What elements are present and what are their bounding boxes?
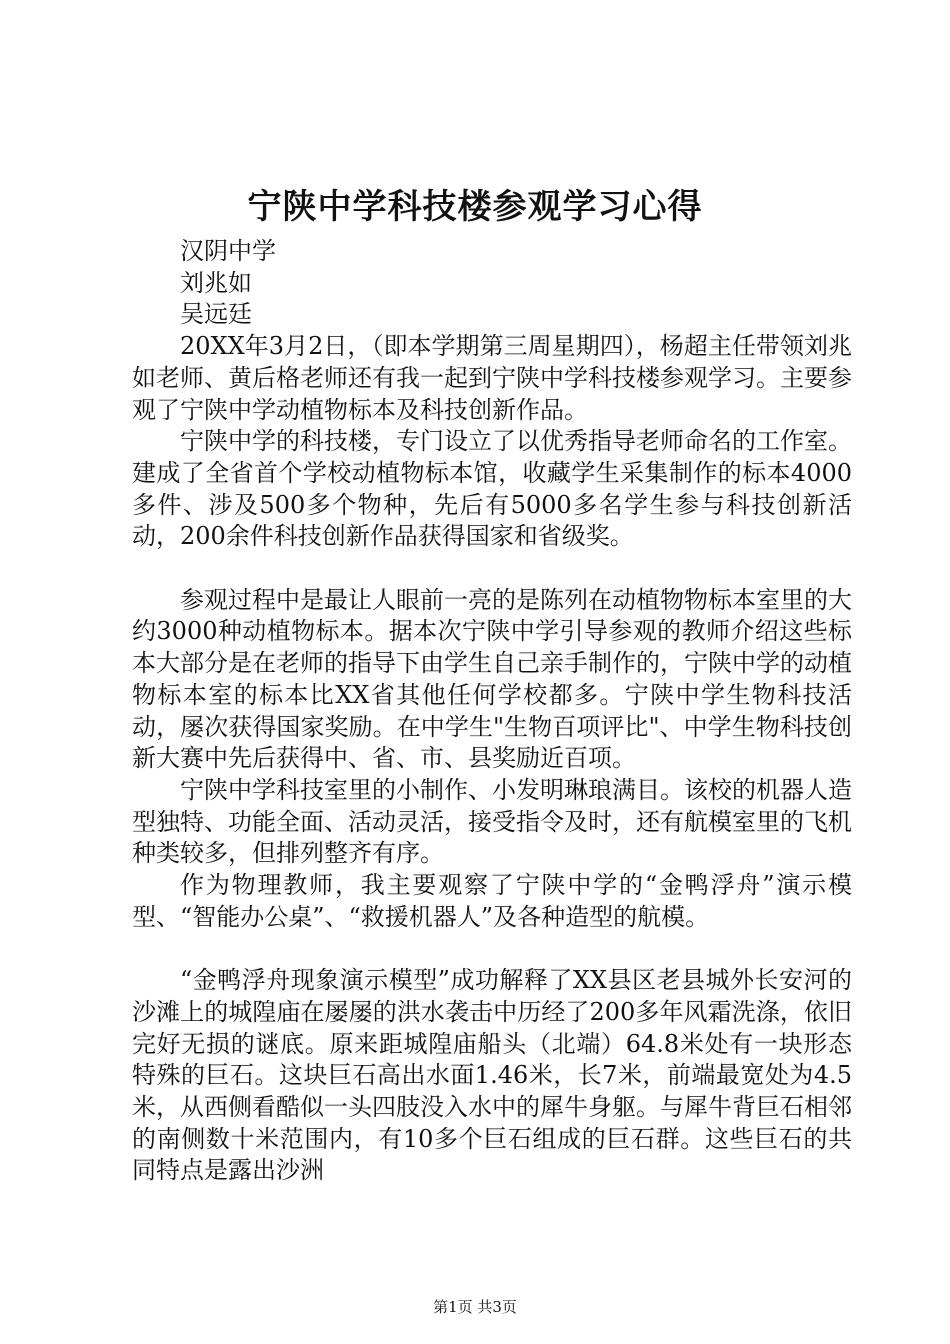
document-title: 宁陕中学科技楼参观学习心得 bbox=[247, 187, 703, 227]
paragraph: “金鸭浮舟现象演示模型”成功解释了XX县区老县城外长安河的沙滩上的城隍庙在屡屡的洪水袭击中历经了200多年风霜洗涤，依旧完好无损的谜底。原来距城隍庙船头（北端）64.8米处有一块形态特殊的巨石。这块巨石高出水面1.46米，长7米，前端最宽处为4.5米，从西侧看酷似一头四肢没入水中的犀牛身躯。与犀牛背巨石相邻的南侧数十米范围内，有10多个巨石组成的巨石群。这些巨石的共同特点是露出沙洲 bbox=[132, 966, 852, 1185]
paragraph: 20XX年3月2日，（即本学期第三周星期四），杨超主任带领刘兆如老师、黄后格老师还有我一起到宁陕中学科技楼参观学习。主要参观了宁陕中学动植物标本及科技创新作品。 bbox=[132, 332, 852, 424]
page-number: 第1页 共3页 bbox=[433, 1298, 517, 1316]
paragraph: 参观过程中是最让人眼前一亮的是陈列在动植物物标本室里的大约3000种动植物标本。据本次宁陕中学引导参观的教师介绍这些标本大部分是在老师的指导下由学生自己亲手制作的，宁陕中学的动植物标本室的标本比XX省其他任何学校都多。宁陕中学生物科技活动，屡次获得国家奖励。在中学生"生物百项评比"、中学生物科技创新大赛中先后获得中、省、市、县奖励近百项。 bbox=[132, 585, 852, 773]
school-name: 汉阴中学 bbox=[180, 237, 276, 265]
paragraph: 宁陕中学科技室里的小制作、小发明琳琅满目。该校的机器人造型独特、功能全面、活动灵活，接受指令及时，还有航模室里的飞机种类较多，但排列整齐有序。 bbox=[132, 775, 852, 868]
document-body bbox=[132, 236, 852, 1187]
author-name-2: 吴远廷 bbox=[180, 300, 252, 329]
author-name-1: 刘兆如 bbox=[180, 268, 252, 297]
paragraph: 作为物理教师，我主要观察了宁陕中学的“金鸭浮舟”演示模型、“智能办公桌”、“救援机器人”及各种造型的航模。 bbox=[132, 871, 852, 931]
paragraph: 宁陕中学的科技楼，专门设立了以优秀指导老师命名的工作室。建成了全省首个学校动植物标本馆，收藏学生采集制作的标本4000多件、涉及500多个物种，先后有5000多名学生参与科技创新活动，200余件科技创新作品获得国家和省级奖。 bbox=[132, 427, 852, 551]
